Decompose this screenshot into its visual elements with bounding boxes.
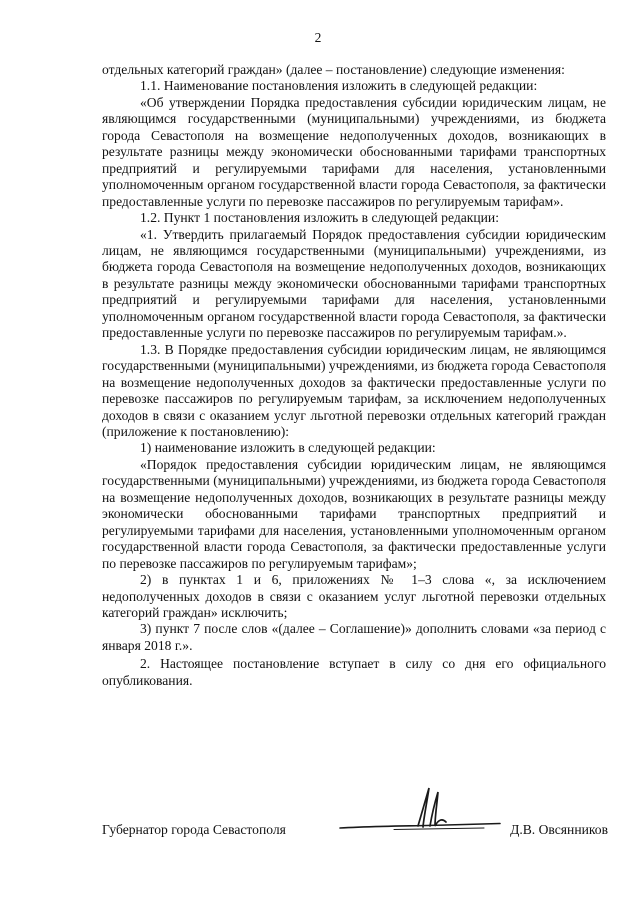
signatory-name: Д.В. Овсянников — [510, 822, 608, 837]
paragraph-intro-continuation: отдельных категорий граждан» (далее – постановление) следующие изменения: — [102, 62, 565, 77]
paragraph-1-3-item-2: 2) в пунктах 1 и 6, приложениях № 1–3 слова «, за исключением недополученных доходов в связи с оказанием услуг льготной перевозки отдельных категорий граждан» исключить; — [102, 572, 606, 620]
paragraph-1-3-item-3: 3) пункт 7 после слов «(далее – Соглашение)» дополнить словами «за период с января 2018 г.». — [102, 621, 606, 653]
paragraph-1-3-item-1-quote: «Порядок предоставления субсидии юридическим лицам, не являющимся государственными (муниципальными) учреждениями, из бюджета города Севастополя на возмещение недополученных доходов, возникающих в результате разницы между экономически обоснованными тарифами транспортных предприятий и регулируемыми тарифами для населения, установленными уполномоченным органом государственной власти города Севастополя, за фактически предоставленные услуги по перевозке пассажиров по регулируемым тарифам»; — [102, 456, 606, 571]
document-body — [102, 62, 606, 689]
paragraph-1-2: 1.2. Пункт 1 постановления изложить в следующей редакции: — [140, 210, 499, 226]
paragraph-1-3-item-1: 1) наименование изложить в следующей редакции: — [140, 440, 436, 456]
paragraph-2: 2. Настоящее постановление вступает в силу со дня его официального опубликования. — [102, 656, 606, 688]
paragraph-1-1: 1.1. Наименование постановления изложить в следующей редакции: — [140, 78, 538, 94]
paragraph-1-3: 1.3. В Порядке предоставления субсидии юридическим лицам, не являющимся государственными (муниципальными) учреждениями, из бюджета города Севастополя на возмещение недополученных доходов за фактически предоставленные услуги по перевозке пассажиров по регулируемым тарифам, за исключением недополученных доходов в связи с оказанием услуг льготной перевозки отдельных категорий граждан (приложение к постановлению): — [102, 341, 606, 439]
signatory-title: Губернатор города Севастополя — [102, 822, 286, 837]
handwritten-signature — [334, 782, 504, 842]
paragraph-1-1-quote: «Об утверждении Порядка предоставления субсидии юридическим лицам, не являющимся государственными (муниципальными) учреждениями, из бюджета города Севастополя на возмещение недополученных доходов, возникающих в результате разницы между экономически обоснованными тарифами транспортных предприятий и регулируемыми тарифами для населения, установленными уполномоченным органом государственной власти города Севастополя, за фактически предоставленные услуги по перевозке пассажиров по регулируемым тарифам». — [102, 94, 606, 209]
paragraph-1-2-quote: «1. Утвердить прилагаемый Порядок предоставления субсидии юридическим лицам, не являющимся государственными (муниципальными) учреждениями, из бюджета города Севастополя на возмещение недополученных доходов, возникающих в результате разницы между экономически обоснованными тарифами транспортных предприятий и регулируемыми тарифами для населения, установленными уполномоченным органом государственной власти города Севастополя, за фактически предоставленные услуги по перевозке пассажиров по регулируемым тарифам.». — [102, 226, 606, 341]
page-number: 2 — [314, 30, 322, 45]
